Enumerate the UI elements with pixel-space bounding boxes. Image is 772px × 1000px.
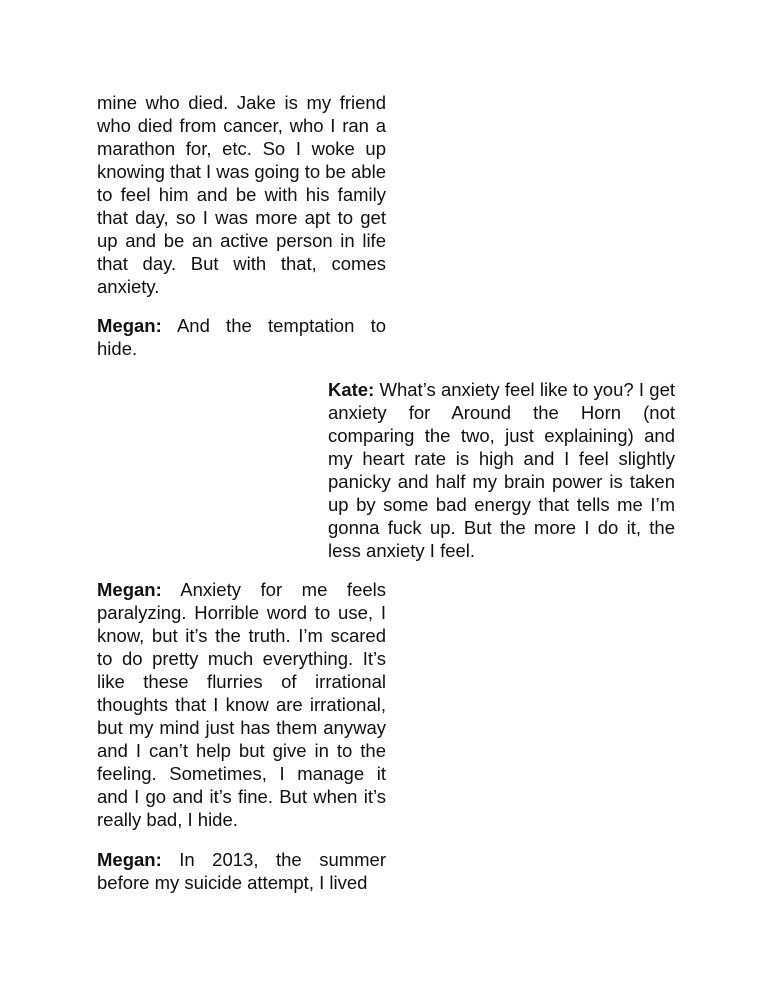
speaker-label: Megan: bbox=[97, 579, 162, 600]
speaker-label: Kate: bbox=[328, 379, 375, 400]
paragraph-text: And the temptation to hide. bbox=[97, 315, 386, 359]
speaker-label: Megan: bbox=[97, 315, 162, 336]
transcript-paragraph-continuation bbox=[97, 91, 386, 298]
speaker-label: Megan: bbox=[97, 849, 162, 870]
transcript-paragraph-kate bbox=[328, 378, 675, 562]
paragraph-text: mine who died. Jake is my friend who died from cancer, who I ran a marathon for, etc. So I woke up knowing that I was going to be able to feel him and be with his family that day, so I was more apt to get up and be an active person in life that day. But with that, comes anxiety. bbox=[97, 92, 386, 297]
paragraph-text: In 2013, the summer before my suicide attempt, I lived bbox=[97, 849, 386, 893]
paragraph-text: Anxiety for me feels paralyzing. Horrible word to use, I know, but it’s the truth. I’m scared to do pretty much everything. It’s like these flurries of irrational thoughts that I know are irrational, but my mind just has them anyway and I can’t help but give in to the feeling. Sometimes, I manage it and I go and it’s fine. But when it’s really bad, I hide. bbox=[97, 579, 387, 830]
transcript-paragraph-megan bbox=[97, 314, 386, 360]
paragraph-text: What’s anxiety feel like to you? I get anxiety for Around the Horn (not comparing the two, just explaining) and my heart rate is high and I feel slightly panicky and half my brain power is taken up by some bad energy that tells me I’m gonna fuck up. But the more I do it, the less anxiety I feel. bbox=[328, 379, 676, 561]
transcript-paragraph-megan bbox=[97, 578, 386, 831]
transcript-paragraph-megan bbox=[97, 848, 386, 894]
